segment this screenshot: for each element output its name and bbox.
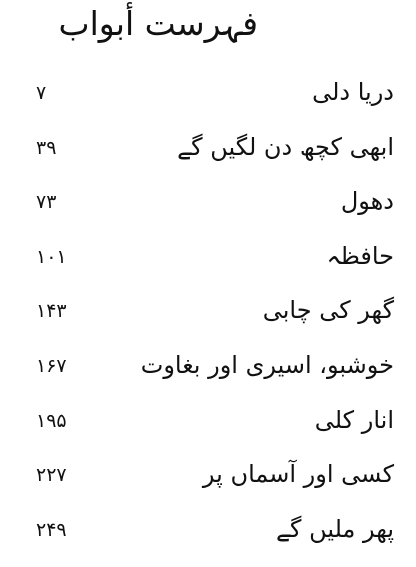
chapter-title: کسی اور آسماں پر — [202, 460, 394, 489]
chapter-title: حافظہ — [326, 241, 394, 270]
toc-entry — [0, 404, 416, 459]
page-number: ۱۰۱ — [36, 245, 67, 268]
toc-entry — [0, 513, 416, 567]
chapter-title: دریا دلی — [312, 78, 394, 106]
page-number: ۱۴۳ — [36, 300, 67, 323]
page-number: ۱۹۵ — [36, 409, 67, 432]
toc-entry — [0, 294, 416, 349]
chapter-title: ابھی کچھ دن لگیں گے — [177, 132, 394, 161]
page-title: فہرست أبواب — [58, 4, 258, 43]
chapter-title: پھر ملیں گے — [275, 514, 394, 543]
toc-entry — [0, 240, 416, 295]
toc-entry — [0, 185, 416, 240]
chapter-title: خوشبو، اسیری اور بغاوت — [140, 350, 394, 379]
page-number: ۲۲۷ — [36, 464, 67, 487]
page-number: ۲۴۹ — [36, 518, 67, 541]
toc-entry — [0, 131, 416, 186]
chapter-title: دھول — [340, 187, 394, 216]
toc-entry — [0, 458, 416, 513]
chapter-title: انار کلی — [314, 405, 394, 434]
page-number: ۳۹ — [36, 136, 57, 159]
toc-entry — [0, 349, 416, 404]
page-number: ۷ — [36, 82, 47, 104]
table-of-contents — [0, 76, 416, 567]
toc-entry — [0, 76, 416, 131]
page-number: ۷۳ — [36, 191, 57, 214]
chapter-title: گھر کی چابی — [262, 296, 394, 325]
page-number: ۱۶۷ — [36, 354, 67, 377]
